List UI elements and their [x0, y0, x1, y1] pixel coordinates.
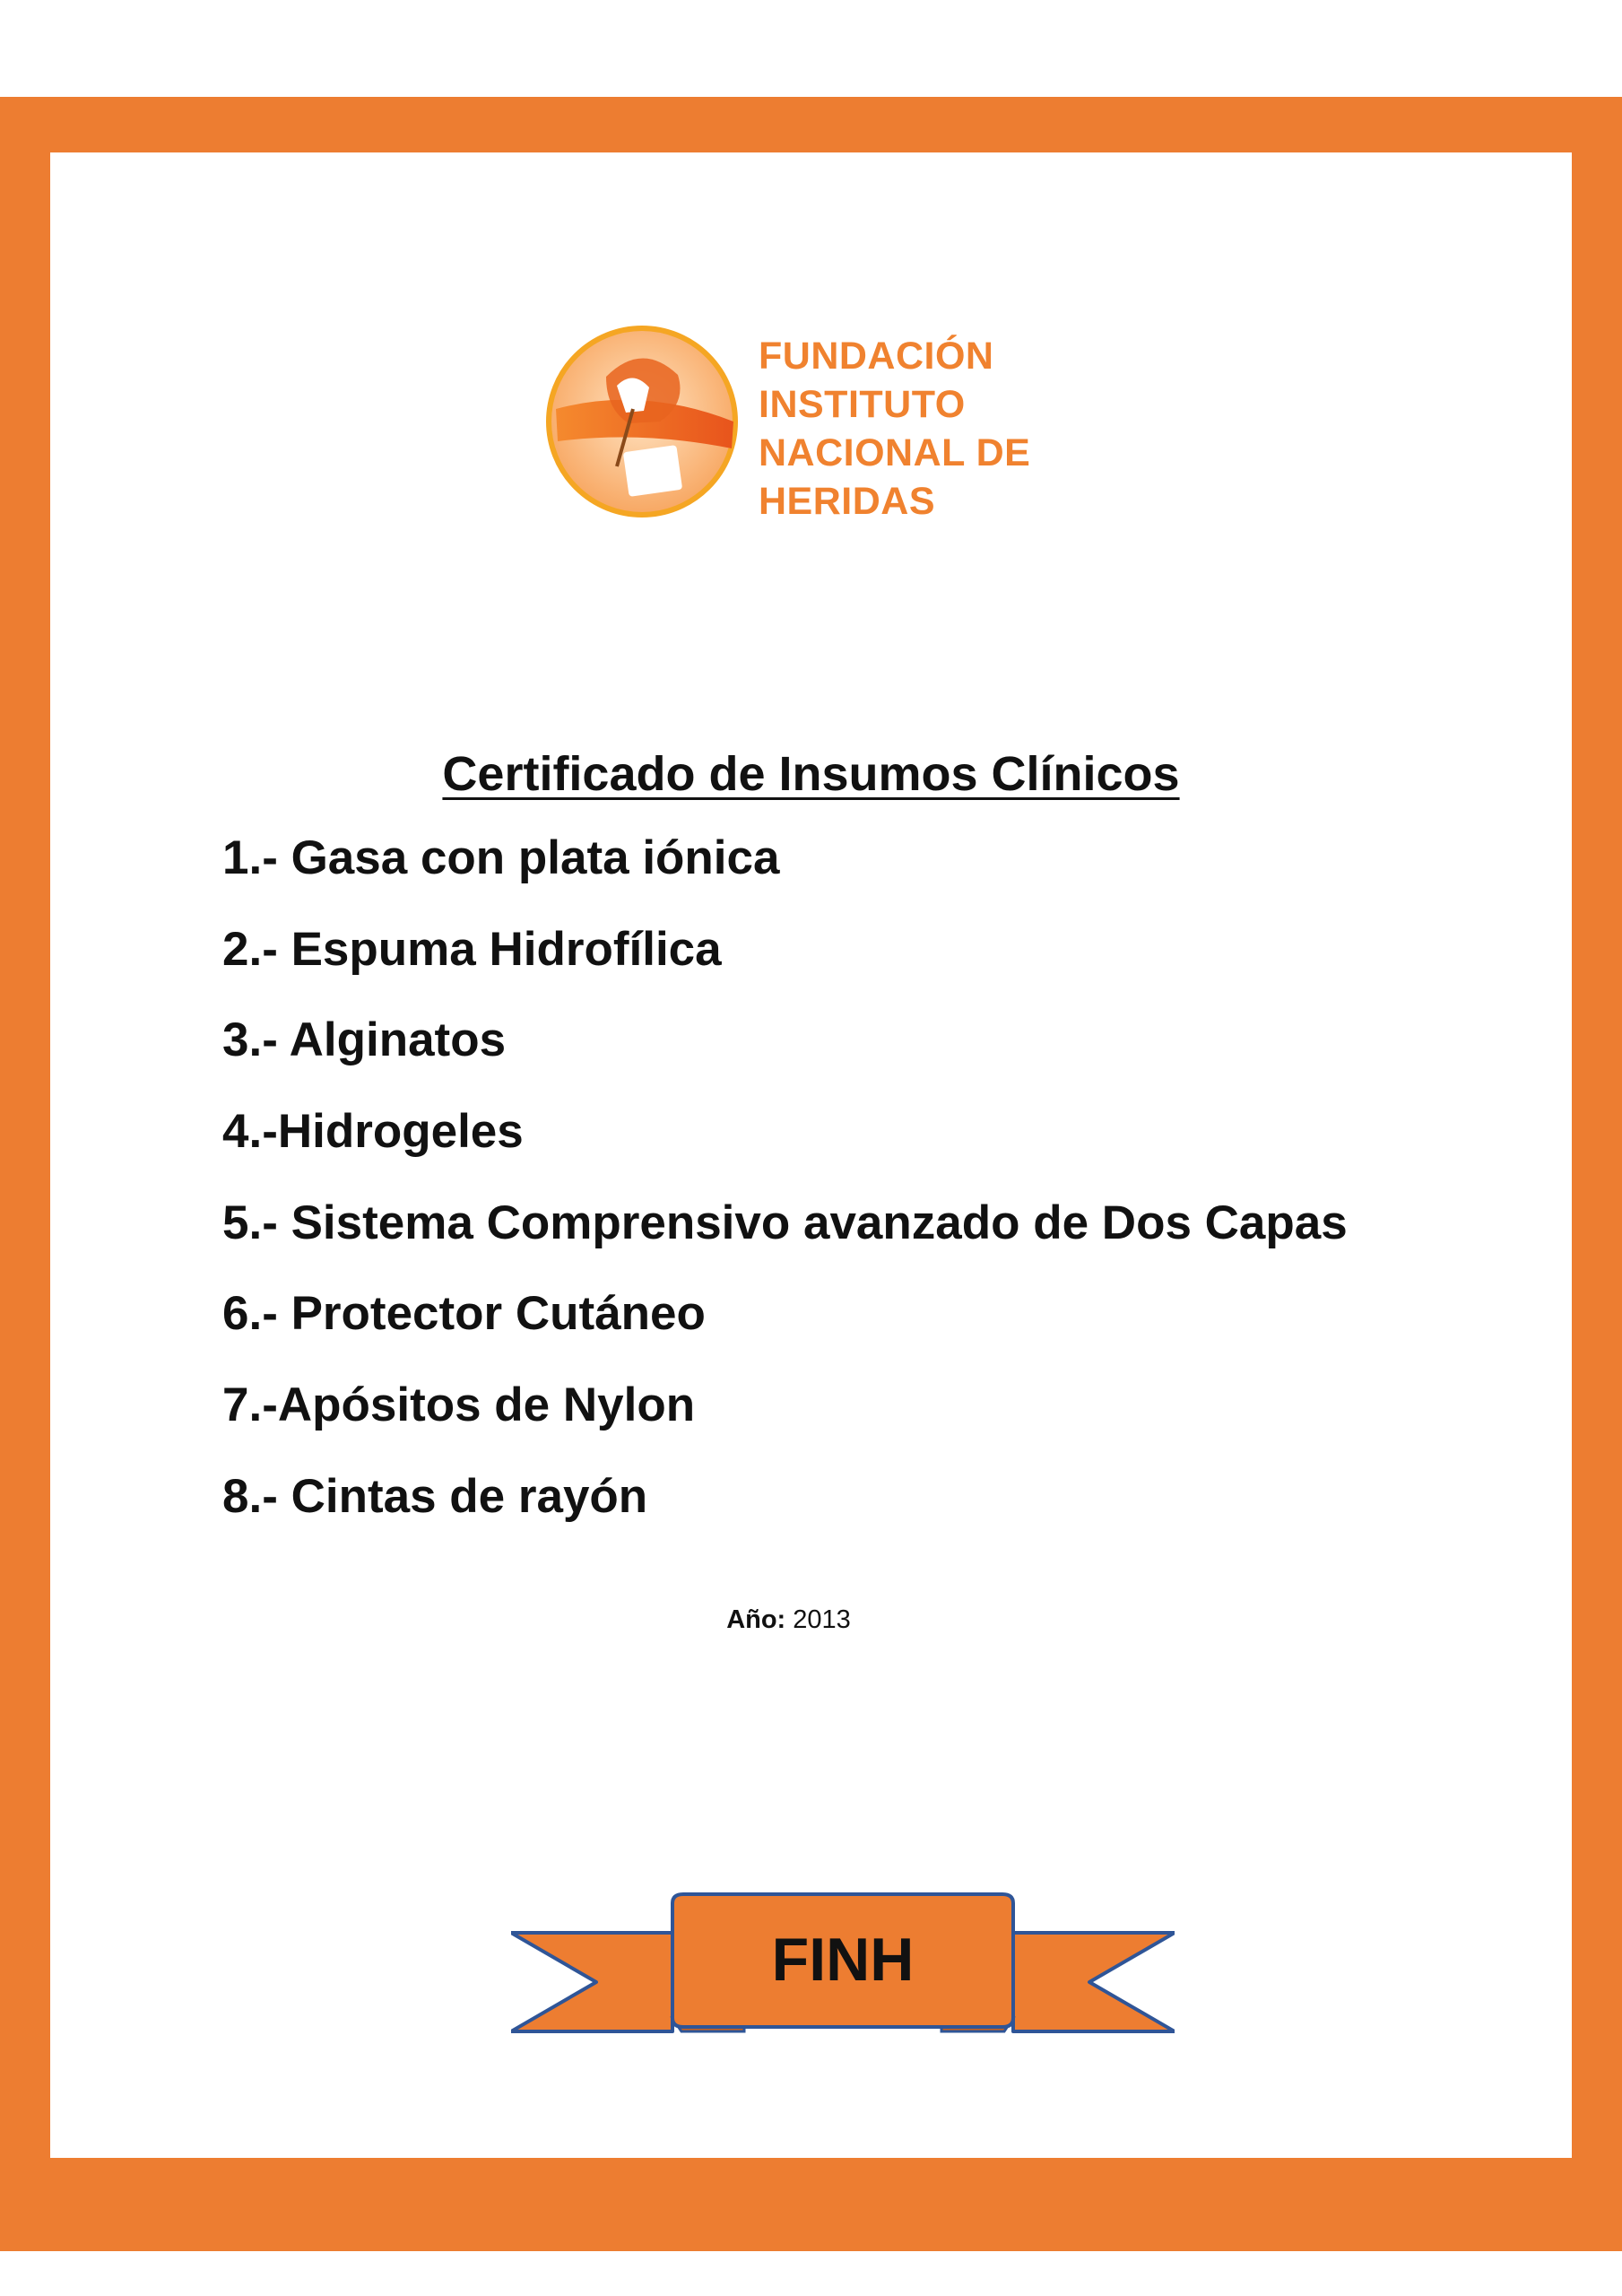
org-name-line-4: HERIDAS — [759, 480, 936, 523]
certificate-page — [50, 152, 1572, 2158]
list-item: 5.- Sistema Comprensivo avanzado de Dos Capas — [222, 1196, 1348, 1249]
list-item: 4.-Hidrogeles — [222, 1105, 524, 1159]
hand-writing-emblem-icon — [543, 323, 741, 520]
list-item: 7.-Apósitos de Nylon — [222, 1378, 696, 1432]
list-item: 3.- Alginatos — [222, 1013, 507, 1067]
list-item: 1.- Gasa con plata iónica — [222, 831, 780, 884]
year-line — [50, 1605, 1527, 1635]
organization-logo — [543, 323, 1117, 529]
list-item: 6.- Protector Cutáneo — [222, 1287, 706, 1341]
list-item: 2.- Espuma Hidrofílica — [222, 922, 722, 976]
finh-ribbon-banner — [511, 1892, 1175, 2063]
org-name-line-2: INSTITUTO — [759, 383, 966, 426]
ribbon-label: FINH — [771, 1926, 915, 1994]
certificate-title — [50, 743, 1572, 805]
org-name-line-3: NACIONAL DE — [759, 431, 1031, 474]
supplies-list — [222, 827, 1348, 1557]
year-value: 2013 — [793, 1605, 851, 1634]
year-label: Año: — [726, 1605, 786, 1634]
org-name-line-1: FUNDACIÓN — [759, 335, 994, 378]
certificate-title-text: Certificado de Insumos Clínicos — [442, 747, 1180, 801]
list-item: 8.- Cintas de rayón — [222, 1469, 648, 1523]
orange-border-frame — [0, 97, 1622, 2251]
